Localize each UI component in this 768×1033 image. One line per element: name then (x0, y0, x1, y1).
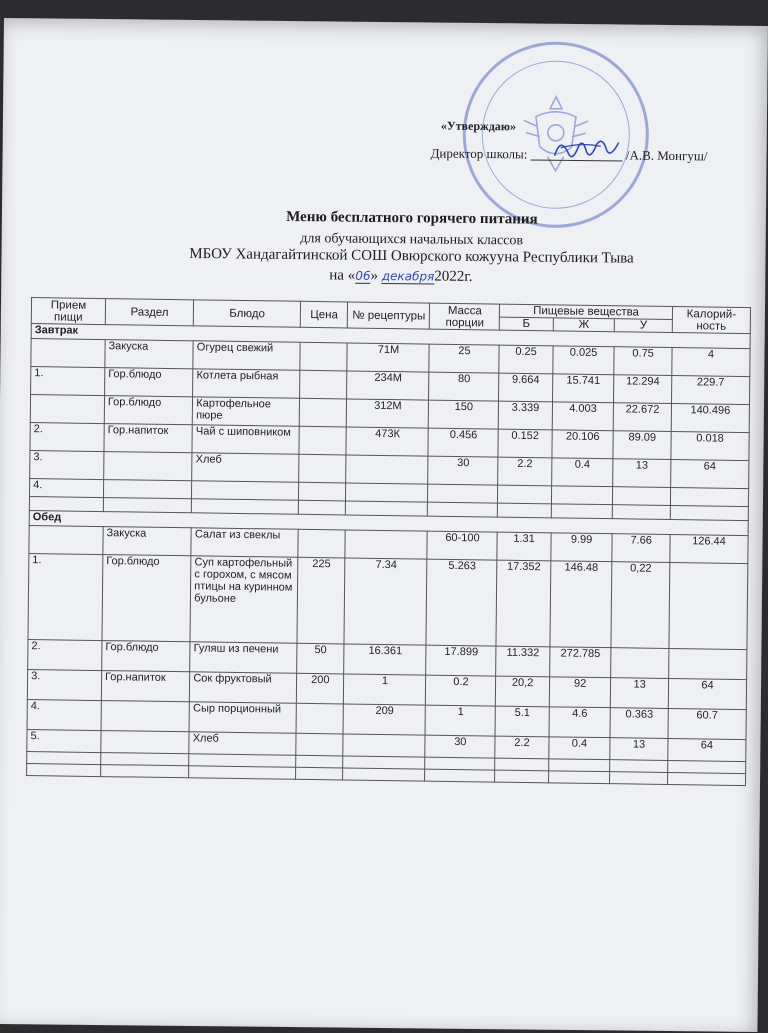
cell-protein: 2.2 (498, 457, 552, 486)
cell-meal: 2. (30, 423, 104, 452)
cell-carbs: 7.66 (612, 534, 670, 563)
cell-meal: 4. (27, 700, 101, 731)
cell-price: 225 (297, 557, 345, 644)
cell-recipe (346, 455, 428, 484)
cell-price: 200 (296, 673, 344, 704)
date-prefix: на « (329, 267, 356, 284)
cell-recipe (343, 734, 425, 757)
cell-dish: Картофельное пюре (193, 397, 300, 426)
col-meal: Прием пищи (31, 298, 105, 325)
date-month: декабря (381, 268, 435, 284)
cell-recipe: 16.361 (344, 644, 426, 675)
cell-mass: 25 (429, 344, 499, 373)
cell-recipe: 7.34 (344, 558, 427, 645)
cell-calories (669, 562, 748, 649)
cell-dish: Хлеб (189, 732, 296, 755)
cell-mass: 150 (429, 400, 499, 429)
col-dish: Блюдо (194, 300, 301, 327)
cell-section: Гор.напиток (101, 671, 190, 702)
cell-section: Закуска (105, 340, 194, 369)
cell-recipe: 312М (347, 399, 429, 428)
cell-mass: 30 (425, 735, 495, 758)
cell-carbs: 13 (611, 678, 669, 709)
cell-fat: 15.741 (552, 374, 614, 403)
table-row (28, 554, 748, 650)
cell-calories: 0.018 (671, 431, 749, 460)
section-label-lunch: Обед (29, 511, 748, 536)
col-section: Раздел (105, 299, 194, 326)
cell-mass (428, 484, 498, 503)
cell-meal (31, 339, 105, 368)
col-nutrients: Пищевые вещества (500, 304, 673, 319)
director-signature (551, 132, 623, 165)
cell-fat: 4.6 (549, 707, 611, 738)
cell-protein: 2.2 (495, 736, 549, 759)
cell-mass: 5.263 (426, 559, 497, 646)
col-price: Цена (300, 301, 348, 328)
cell-mass: 60-100 (427, 531, 497, 560)
cell-fat: 92 (549, 677, 611, 708)
cell-carbs: 13 (610, 738, 668, 761)
cell-meal: 3. (30, 451, 104, 480)
cell-protein: 3.339 (499, 401, 553, 430)
menu-table (26, 297, 751, 786)
cell-carbs: 0.75 (614, 347, 672, 376)
cell-dish: Сыр порционный (189, 702, 296, 733)
school-name: МБОУ Хандагайтинской СОШ Овюрского кожууна Республики Тыва (189, 245, 634, 267)
col-carbs: У (615, 319, 673, 333)
cell-carbs: 0,22 (611, 562, 669, 649)
cell-recipe: 1 (344, 674, 426, 705)
cell-calories: 64 (670, 459, 748, 488)
cell-dish: Гуляш из печени (190, 642, 297, 673)
cell-dish: Суп картофельный с горохом, с мясом птицы на куринном бульоне (190, 556, 298, 643)
cell-protein: 9.664 (499, 373, 553, 402)
cell-dish: Салат из свеклы (191, 528, 298, 557)
director-prefix: Директор школы: (430, 145, 528, 162)
section-label-breakfast: Завтрак (31, 324, 750, 349)
cell-recipe: 234М (347, 371, 429, 400)
cell-recipe (345, 530, 427, 559)
col-protein: Б (500, 317, 554, 331)
cell-carbs: 13 (613, 459, 671, 488)
cell-recipe: 71М (347, 343, 429, 372)
cell-carbs: 0.363 (610, 708, 668, 739)
approval-label: «Утверждаю» (440, 118, 517, 134)
cell-calories: 4 (672, 347, 750, 376)
cell-carbs: 22.672 (614, 403, 672, 432)
cell-fat: 20.106 (552, 430, 614, 459)
date-day: 06 (355, 268, 371, 283)
cell-protein: 0.152 (498, 429, 552, 458)
menu-title: Меню бесплатного горячего питания (286, 208, 538, 228)
cell-fat: 4.003 (552, 402, 614, 431)
menu-sheet (0, 18, 768, 1032)
cell-meal: 1. (31, 367, 105, 396)
cell-section: Гор.блюдо (102, 641, 191, 672)
cell-section (104, 452, 193, 481)
cell-mass: 30 (428, 456, 498, 485)
cell-protein: 1.31 (497, 532, 551, 561)
cell-carbs: 89.09 (613, 431, 671, 460)
cell-price (300, 342, 348, 371)
cell-dish: Чай с шиповником (192, 425, 299, 454)
cell-protein: 11.332 (496, 646, 550, 677)
col-calories: Калорий-ность (672, 306, 750, 333)
cell-meal: 5. (27, 730, 101, 753)
cell-mass: 0.456 (428, 428, 498, 457)
cell-section: Гор.блюдо (105, 368, 194, 397)
cell-section: Гор.блюдо (102, 555, 191, 642)
cell-carbs: 12.294 (614, 375, 672, 404)
cell-dish: Огурец свежий (193, 341, 300, 370)
director-name: /А.В. Монгуш/ (625, 147, 708, 164)
cell-section: Закуска (103, 527, 192, 556)
cell-calories: 60.7 (668, 708, 746, 739)
cell-calories: 126.44 (670, 534, 748, 563)
cell-price (299, 454, 347, 483)
cell-mass: 17.899 (426, 645, 496, 676)
cell-protein: 5.1 (495, 706, 549, 737)
cell-meal: 3. (27, 670, 101, 701)
cell-calories (668, 648, 746, 679)
cell-price (299, 482, 346, 501)
menu-date (329, 267, 472, 285)
cell-fat: 146.48 (550, 561, 613, 648)
cell-fat (551, 486, 613, 505)
header-row (31, 298, 750, 321)
cell-carbs (611, 648, 669, 679)
cell-price (298, 529, 346, 558)
cell-calories: 229.7 (671, 375, 749, 404)
cell-meal: 2. (28, 640, 102, 671)
cell-protein (498, 485, 552, 504)
cell-fat: 272.785 (549, 647, 611, 678)
cell-protein: 20,2 (496, 676, 550, 707)
cell-fat: 0.4 (551, 458, 613, 487)
col-recipe: № рецептуры (348, 302, 430, 329)
cell-price: 50 (297, 643, 345, 674)
col-fat: Ж (553, 318, 615, 332)
cell-section: Гор.напиток (104, 424, 193, 453)
cell-calories: 64 (668, 738, 746, 761)
menu-subtitle: для обучающихся начальных классов (300, 231, 524, 249)
cell-meal: 1. (28, 554, 103, 641)
cell-section (101, 731, 190, 754)
cell-price (296, 703, 344, 734)
date-suffix: 2022г. (434, 268, 473, 285)
cell-calories: 64 (668, 678, 746, 709)
cell-mass: 1 (425, 705, 495, 736)
cell-recipe: 473К (346, 427, 428, 456)
cell-price (296, 733, 343, 756)
cell-price (299, 426, 347, 455)
cell-calories: 140.496 (671, 403, 749, 432)
cell-meal (30, 395, 104, 424)
date-mid: » (370, 267, 382, 284)
cell-dish: Котлета рыбная (193, 369, 300, 398)
cell-fat: 9.99 (551, 533, 613, 562)
cell-recipe (346, 483, 428, 502)
cell-mass: 80 (429, 372, 499, 401)
menu-table-body (27, 324, 751, 786)
cell-meal (29, 526, 103, 555)
cell-dish (192, 481, 299, 500)
cell-protein: 17.352 (496, 560, 550, 647)
cell-section (101, 701, 190, 732)
cell-dish: Хлеб (192, 453, 299, 482)
cell-recipe: 209 (343, 704, 425, 735)
cell-section: Гор.блюдо (104, 396, 193, 425)
cell-fat: 0.4 (549, 737, 611, 760)
cell-price (300, 370, 348, 399)
cell-protein: 0.25 (499, 345, 553, 374)
col-mass: Масса порции (430, 303, 500, 330)
cell-fat: 0.025 (553, 346, 615, 375)
cell-carbs (613, 487, 671, 506)
cell-dish: Сок фруктовый (190, 672, 297, 703)
cell-calories (670, 487, 748, 506)
cell-meal: 4. (29, 479, 103, 498)
cell-section (103, 480, 192, 499)
cell-mass: 0.2 (426, 675, 496, 706)
cell-price (299, 398, 347, 427)
